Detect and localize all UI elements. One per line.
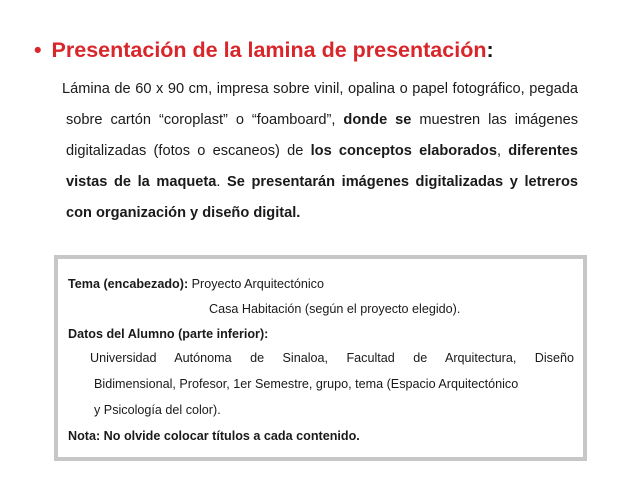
description-paragraph — [62, 74, 578, 229]
title-text: Presentación de la lamina de presentación — [51, 38, 487, 62]
nota-line: Nota: No olvide colocar títulos a cada contenido. — [68, 429, 360, 443]
body-bold-4: Se presentarán imágenes digitalizadas y letreros con organización y diseño digital. — [66, 174, 578, 221]
tema-line — [68, 277, 324, 291]
title-colon: : — [486, 38, 494, 62]
body-bold-2: los conceptos elaborados — [310, 143, 497, 159]
tema-value: Proyecto Arquitectónico — [188, 277, 324, 291]
datos-line-2: Bidimensional, Profesor, 1er Semestre, grupo, tema (Espacio Arquitectónico — [94, 377, 519, 391]
tema-label: Tema (encabezado): — [68, 277, 189, 291]
title-bullet: • — [34, 38, 42, 62]
datos-line-3: y Psicología del color). — [94, 403, 221, 417]
body-text-1: Lámina de 60 x 90 cm, impresa sobre vinil, opalina o papel fotográfico, pegada sobre cartón “coroplast” o “foamboard”, — [62, 81, 578, 128]
datos-line-1: Universidad Autónoma de Sinaloa, Facultad de Arquitectura, Diseño — [90, 351, 574, 365]
tema-value-2: Casa Habitación (según el proyecto elegido). — [209, 302, 461, 316]
info-box — [54, 255, 587, 461]
datos-label: Datos del Alumno (parte inferior): — [68, 327, 269, 341]
body-text-2: muestren las imágenes digitalizadas (fotos o escaneos) de — [66, 112, 579, 159]
body-text-4: . — [216, 174, 228, 190]
body-text-3: , — [496, 143, 509, 159]
body-bold-1: donde se — [343, 112, 412, 128]
body-bold-3: diferentes vistas de la maqueta — [66, 143, 578, 190]
slide-title — [34, 38, 494, 63]
